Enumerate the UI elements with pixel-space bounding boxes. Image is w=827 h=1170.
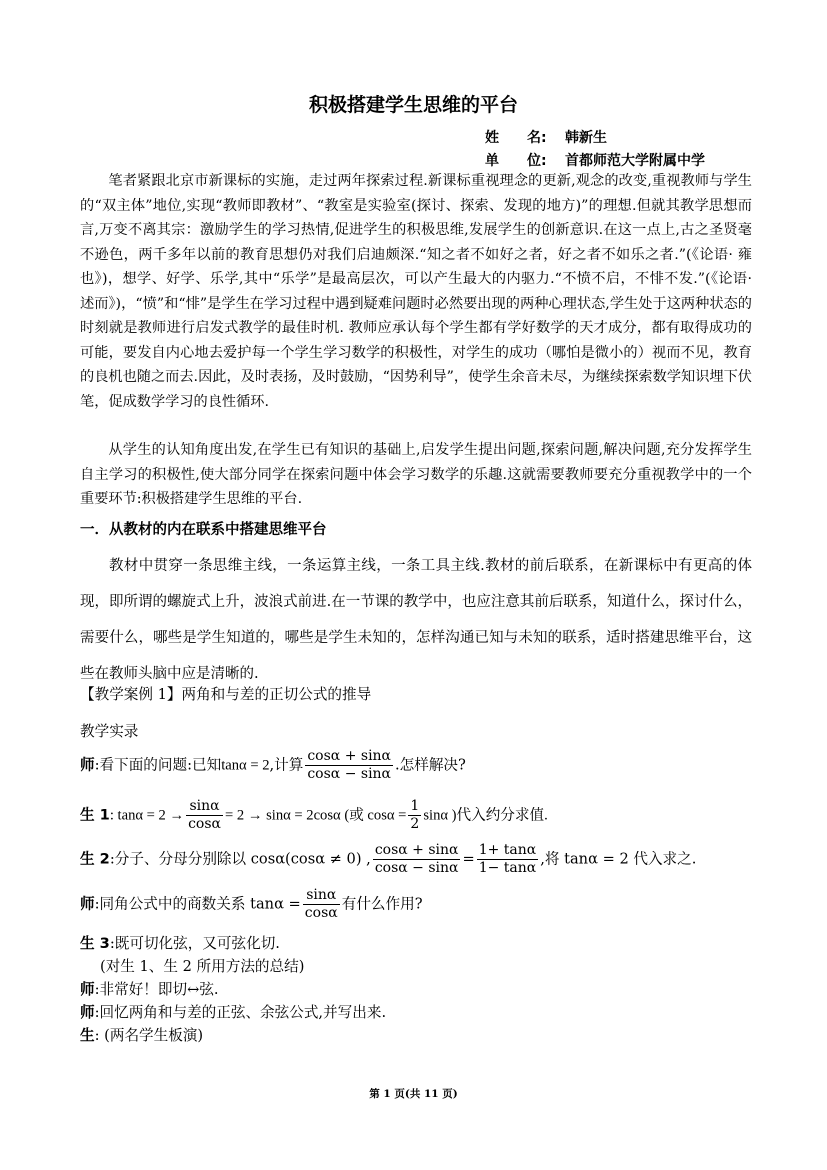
author-name: 韩新生 [565,130,607,146]
dialog-teacher-3: 师:非常好！即切↔弦. [80,981,219,998]
unit-line [485,150,705,170]
fraction: $\frac{\cos\alpha + \sin\alpha}{\cos\alpha - \sin\alpha}$ [374,842,459,876]
speaker: 师 [80,756,95,774]
case-label: 【教学案例 1】两角和与差的正切公式的推导 [80,686,372,703]
author-label: 姓 名: [485,130,547,146]
dialog-student-3: 生 3:既可切化弦，又可弦化切. [80,935,280,952]
fraction: $\frac{1}{2}$ [410,798,420,832]
dialog-teacher-1: 师:看下面的问题:已知tanα = 2,计算 $\frac{\cos\alpha + \sin\alpha}{\cos\alpha - \sin\alpha}$ .怎样解决? [80,748,466,782]
dialog-student-2: 生 2:分子、分母分别除以 cosα(cosα ≠ 0) , $\frac{\cos\alpha + \sin\alpha}{\cos\alpha - \sin\alpha}$ = $\frac{1+ \tan\alpha}{1- \tan\alpha}$ ,将 tanα = 2 代入求之. [80,842,697,876]
dialog-student-4: 生: (两名学生板演) [80,1027,204,1044]
speaker: 生 2 [80,850,110,868]
unit-name: 首都师范大学附属中学 [565,153,705,169]
speaker: 生 [80,1027,95,1044]
record-label: 教学实录 [80,723,139,740]
unit-label: 单 位: [485,153,547,169]
page-title: 积极搭建学生思维的平台 [308,94,518,116]
speaker: 生 3 [80,935,110,952]
summary-note: (对生 1、生 2 所用方法的总结) [100,958,305,975]
speaker: 师 [80,981,95,998]
section-heading: 一．从教材的内在联系中搭建思维平台 [80,522,327,538]
fraction: $\frac{\sin\alpha}{\cos\alpha}$ [304,887,338,921]
page-number: 第 1 页(共 11 页) [369,1088,458,1100]
fraction: $\frac{\sin\alpha}{\cos\alpha}$ [188,798,222,832]
speaker: 师 [80,895,95,913]
fraction: $\frac{1+ \tan\alpha}{1- \tan\alpha}$ [478,842,537,876]
speaker: 生 1 [80,806,110,824]
dialog-student-1: 生 1: tanα = 2 → $\frac{\sin\alpha}{\cos\alpha}$ = 2 → sinα = 2cosα (或 cosα = $\frac{1}{2}$ sinα )代入约分求值. [80,798,548,832]
dialog-teacher-4: 师:回忆两角和与差的正弦、余弦公式,并写出来. [80,1004,387,1021]
author-line [485,127,607,147]
speaker: 师 [80,1004,95,1021]
intro-paragraph: 笔者紧跟北京市新课标的实施，走过两年探索过程.新课标重视理念的更新,观念的改变,重视教师与学生的“双主体”地位,实现“教师即教材”、“教室是实验室(探讨、探索、发现的地方)”的理想.但就其教学思想而言,万变不离其宗：激励学生的学习热情,促进学生的积极思维,发展学生的创新意识.在这一点上,古之圣贤毫不逊色，两千多年以前的教育思想仍对我们启迪颇深.“知之者不如好之者，好之者不如乐之者.”(《论语· 雍也》)，想学、好学、乐学,其中“乐学”是最高层次，可以产生最大的内驱力.“不愤不启，不悱不发.”(《论语· 述而》)，“愤”和“悱”是学生在学习过程中遇到疑难问题时必然要出现的两种心理状态,学生处于这两种状态的时刻就是教师进行启发式教学的最佳时机. 教师应承认每个学生都有学好数学的天才成分，都有取得成功的可能，要发自内心地去爱护每一个学生学习数学的积极性，对学生的成功（哪怕是微小的）视而不见，教育的良机也随之而去.因此，及时表扬，及时鼓励，“因势利导”，使学生余音未尽，为继续探索数学知识埋下伏笔，促成数学学习的良性循环. [80,173,752,410]
dialog-teacher-2: 师:同角公式中的商数关系 tanα = $\frac{\sin\alpha}{\cos\alpha}$ 有什么作用? [80,887,423,921]
section-paragraph: 教材中贯穿一条思维主线，一条运算主线，一条工具主线.教材的前后联系，在新课标中有更高的体现，即所谓的螺旋式上升，波浪式前进.在一节课的教学中，也应注意其前后联系，知道什么，探讨什么，需要什么，哪些是学生知道的，哪些是学生未知的，怎样沟通已知与未知的联系，适时搭建思维平台，这些在教师头脑中应是清晰的. [80,558,752,682]
fraction: $\frac{\cos\alpha + \sin\alpha}{\cos\alpha - \sin\alpha}$ [307,748,392,782]
second-paragraph: 从学生的认知角度出发,在学生已有知识的基础上,启发学生提出问题,探索问题,解决问题,充分发挥学生自主学习的积极性,使大部分同学在探索问题中体会学习数学的乐趣.这就需要教师要充分重视教学中的一个重要环节:积极搭建学生思维的平台. [80,442,752,507]
